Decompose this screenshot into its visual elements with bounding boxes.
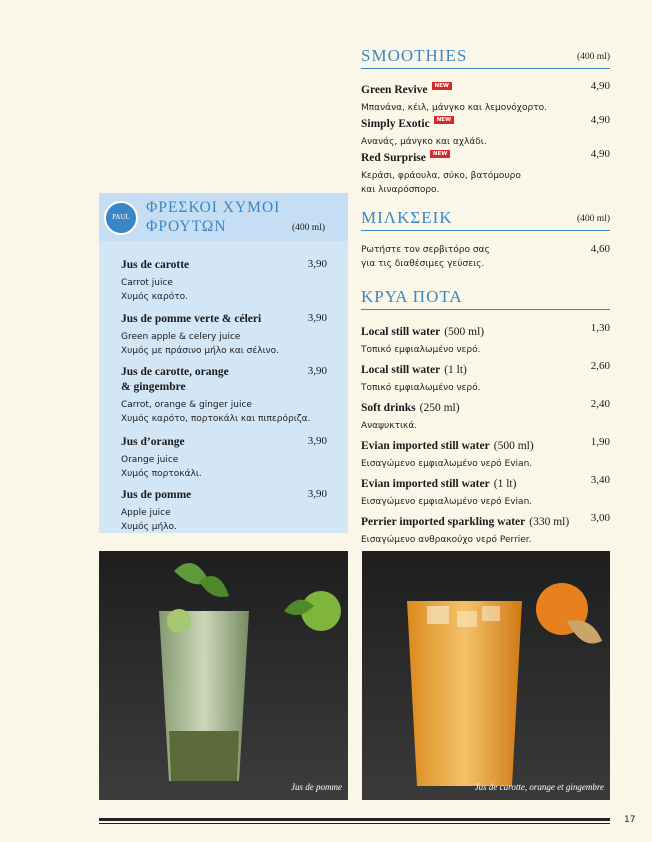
milkshake-title: ΜΙΛΚΣΕΙΚ xyxy=(361,208,453,227)
smoothies-title: SMOOTHIES xyxy=(361,46,468,65)
item-price: 3,40 xyxy=(590,474,610,486)
juice-item xyxy=(121,258,327,304)
item-name: Jus de carotte, orange xyxy=(121,366,229,378)
item-name: Jus de carotte xyxy=(121,259,190,271)
item-greek: Χυμός με πράσινο μήλο και σέλινο. xyxy=(121,346,280,356)
item-description-line: Κεράσι, φράουλα, σύκο, βατόμουρο xyxy=(361,171,521,181)
menu-item xyxy=(361,80,610,115)
item-name: Perrier imported sparkling water xyxy=(361,516,526,528)
item-description: Αναψυκτικά. xyxy=(361,421,418,431)
juices-volume: (400 ml) xyxy=(292,223,325,233)
item-price: 1,90 xyxy=(590,436,610,448)
menu-item xyxy=(361,398,610,433)
cold-drinks-title: ΚΡΥΑ ΠΟΤΑ xyxy=(361,287,463,306)
page-number: 17 xyxy=(624,815,636,825)
item-name: Local still water xyxy=(361,326,441,338)
new-badge: NEW xyxy=(430,150,450,158)
juice-item xyxy=(121,435,327,481)
item-name: Jus de pomme xyxy=(121,489,192,501)
item-volume: (500 ml) xyxy=(493,440,534,452)
item-price: 4,90 xyxy=(590,80,610,92)
menu-item xyxy=(361,322,610,357)
item-volume: (330 ml) xyxy=(529,516,570,528)
item-price: 2,40 xyxy=(590,398,610,410)
item-volume: (1 lt) xyxy=(444,364,467,376)
smoothies-volume: (400 ml) xyxy=(577,52,610,62)
item-name: Soft drinks xyxy=(361,402,416,414)
item-volume: (1 lt) xyxy=(493,478,517,490)
menu-item xyxy=(361,360,610,395)
item-price: 3,90 xyxy=(307,488,327,500)
item-price: 4,60 xyxy=(590,243,610,255)
item-description-line: και λιναρόσπορο. xyxy=(361,185,440,195)
menu-item xyxy=(361,114,610,149)
paul-logo xyxy=(104,201,138,235)
item-description: Μπανάνα, κέιλ, μάνγκο και λεμονόχορτο. xyxy=(361,103,548,113)
item-english: Orange juice xyxy=(121,455,179,465)
new-badge: NEW xyxy=(434,116,454,124)
apple-juice-photo xyxy=(99,551,348,800)
item-greek: Χυμός πορτοκάλι. xyxy=(121,469,202,479)
item-price: 3,00 xyxy=(590,512,610,524)
logo-text: PAUL xyxy=(112,213,130,221)
item-greek: Χυμός καρότο, πορτοκάλι και πιπερόριζα. xyxy=(121,414,311,424)
item-description-line: για τις διαθέσιμες γεύσεις. xyxy=(361,259,485,269)
footer-rule xyxy=(99,818,610,821)
cold-drinks-header xyxy=(361,287,610,311)
item-price: 3,90 xyxy=(307,312,327,324)
item-greek: Χυμός καρότο. xyxy=(121,292,188,302)
item-name: Green Revive xyxy=(361,84,428,96)
item-english: Green apple & celery juice xyxy=(121,332,241,342)
item-description: Εισαγώμενο εμφιαλωμένο νερό Evian. xyxy=(361,459,533,469)
item-description: Εισαγώμενο ανθρακούχο νερό Perrier. xyxy=(361,535,532,545)
carrot-juice-illustration xyxy=(362,551,610,800)
juice-item xyxy=(121,312,327,358)
item-description: Ανανάς, μάνγκο και αχλάδι. xyxy=(361,137,487,147)
new-badge: NEW xyxy=(432,82,452,90)
item-price: 1,30 xyxy=(590,322,610,334)
smoothies-header xyxy=(361,46,610,70)
item-description: Εισαγώμενο εμφιαλωμένο νερό Evian. xyxy=(361,497,533,507)
item-volume: (250 ml) xyxy=(419,402,460,414)
juices-title-line: ΦΡΟΥΤΩΝ xyxy=(146,218,227,235)
milkshake-volume: (400 ml) xyxy=(577,214,610,224)
item-name: Jus de pomme verte & céleri xyxy=(121,313,262,325)
juices-title xyxy=(146,198,280,236)
juices-panel xyxy=(99,193,348,533)
item-price: 4,90 xyxy=(590,148,610,160)
juices-title-line: ΦΡΕΣΚΟΙ ΧΥΜΟΙ xyxy=(146,199,281,216)
item-description: Τοπικό εμφιαλωμένο νερό. xyxy=(361,345,481,355)
menu-item xyxy=(361,436,610,471)
item-price: 2,60 xyxy=(590,360,610,372)
menu-item xyxy=(361,474,610,509)
menu-item xyxy=(361,148,610,197)
item-english: Apple juice xyxy=(121,508,171,518)
divider xyxy=(361,309,610,310)
juice-item xyxy=(121,488,327,534)
item-name: Jus d’orange xyxy=(121,436,185,448)
juice-item xyxy=(121,365,327,426)
photo-caption: Jus de carotte, orange et gingembre xyxy=(474,782,604,792)
item-name-line2: & gingembre xyxy=(121,381,186,393)
item-price: 3,90 xyxy=(307,258,327,270)
item-price: 3,90 xyxy=(307,365,327,377)
item-name: Evian imported still water xyxy=(361,478,490,490)
item-price: 3,90 xyxy=(307,435,327,447)
item-description xyxy=(361,169,610,197)
item-name: Evian imported still water xyxy=(361,440,490,452)
carrot-juice-photo xyxy=(362,551,610,800)
item-description-line: Ρωτήστε τον σερβιτόρο σας xyxy=(361,245,490,255)
item-name: Local still water xyxy=(361,364,441,376)
item-greek: Χυμός μήλο. xyxy=(121,522,177,532)
divider xyxy=(361,68,610,69)
divider xyxy=(361,230,610,231)
menu-item xyxy=(361,512,610,547)
footer-rule-thin xyxy=(99,823,610,824)
item-description xyxy=(361,243,610,271)
menu-item xyxy=(361,243,610,271)
milkshake-header xyxy=(361,208,610,232)
item-name: Simply Exotic xyxy=(361,118,430,130)
photo-caption: Jus de pomme xyxy=(291,782,342,792)
item-price: 4,90 xyxy=(590,114,610,126)
item-english: Carrot, orange & ginger juice xyxy=(121,400,252,410)
item-english: Carrot juice xyxy=(121,278,173,288)
apple-juice-illustration xyxy=(99,551,348,800)
item-volume: (500 ml) xyxy=(444,326,485,338)
item-name: Red Surprise xyxy=(361,152,426,164)
item-description: Τοπικό εμφιαλωμένο νερό. xyxy=(361,383,481,393)
